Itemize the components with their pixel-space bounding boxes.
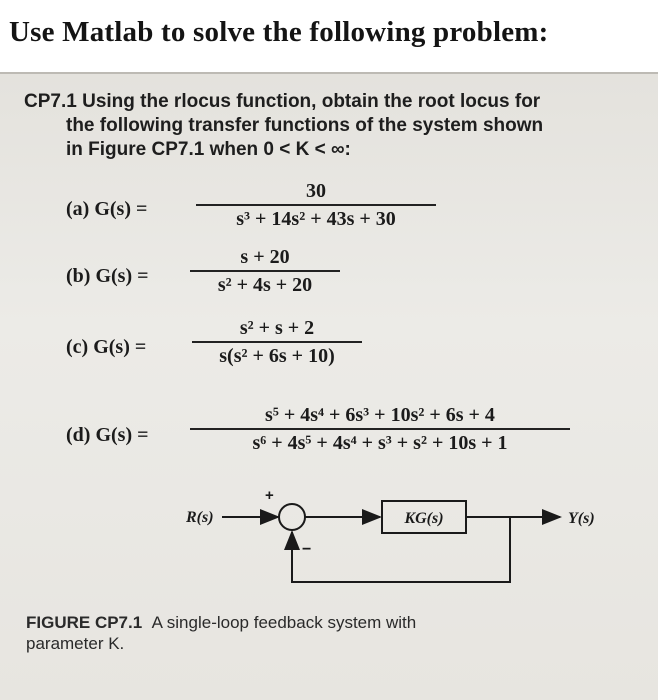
equation-b-numerator: s + 20 — [190, 246, 340, 272]
equation-a-denominator: s³ + 14s² + 43s + 30 — [236, 208, 396, 230]
textbook-photo — [0, 74, 658, 700]
equation-b-label: (b) G(s) = — [66, 265, 149, 287]
problem-text-1: Using the rlocus function, obtain the root locus for — [82, 91, 541, 112]
output-label: Y(s) — [568, 510, 595, 527]
minus-sign: − — [302, 541, 312, 558]
equation-d-fraction — [190, 404, 570, 455]
equation-a-numerator: 30 — [196, 180, 436, 206]
figure-caption — [26, 612, 626, 654]
problem-number: CP7.1 — [24, 91, 77, 112]
equation-d-label: (d) G(s) = — [66, 424, 149, 446]
equation-b-denominator: s² + 4s + 20 — [217, 274, 313, 296]
equation-a-fraction — [196, 180, 436, 231]
problem-line-1 — [24, 90, 634, 114]
plant-block-label: KG(s) — [404, 510, 444, 527]
equation-d-numerator: s⁵ + 4s⁴ + 6s³ + 10s² + 6s + 4 — [190, 404, 570, 430]
feedback-block-diagram — [0, 470, 658, 600]
equation-a-label: (a) G(s) = — [66, 198, 148, 220]
caption-text-2: parameter K. — [26, 634, 125, 653]
caption-line-1 — [26, 612, 626, 633]
page-title: Use Matlab to solve the following problem: — [9, 16, 549, 48]
caption-text: A single-loop feedback system with — [151, 613, 417, 632]
equation-b-fraction — [190, 246, 340, 297]
input-label: R(s) — [186, 509, 214, 526]
summing-junction — [279, 504, 305, 530]
problem-text-3: in Figure CP7.1 when 0 < K < ∞: — [66, 139, 351, 160]
equation-c-numerator: s² + s + 2 — [192, 317, 362, 343]
plus-sign: + — [265, 487, 274, 504]
problem-text-2: the following transfer functions of the system shown — [66, 115, 544, 136]
equation-d-denominator: s⁶ + 4s⁵ + 4s⁴ + s³ + s² + 10s + 1 — [252, 432, 508, 454]
caption-figure-label: FIGURE CP7.1 — [26, 613, 143, 632]
problem-statement — [24, 90, 634, 162]
equation-c-denominator: s(s² + 6s + 10) — [219, 345, 335, 367]
header-bar — [0, 0, 658, 74]
feedback-path — [292, 517, 510, 582]
equation-c-label: (c) G(s) = — [66, 336, 147, 358]
equation-c-fraction — [192, 317, 362, 368]
